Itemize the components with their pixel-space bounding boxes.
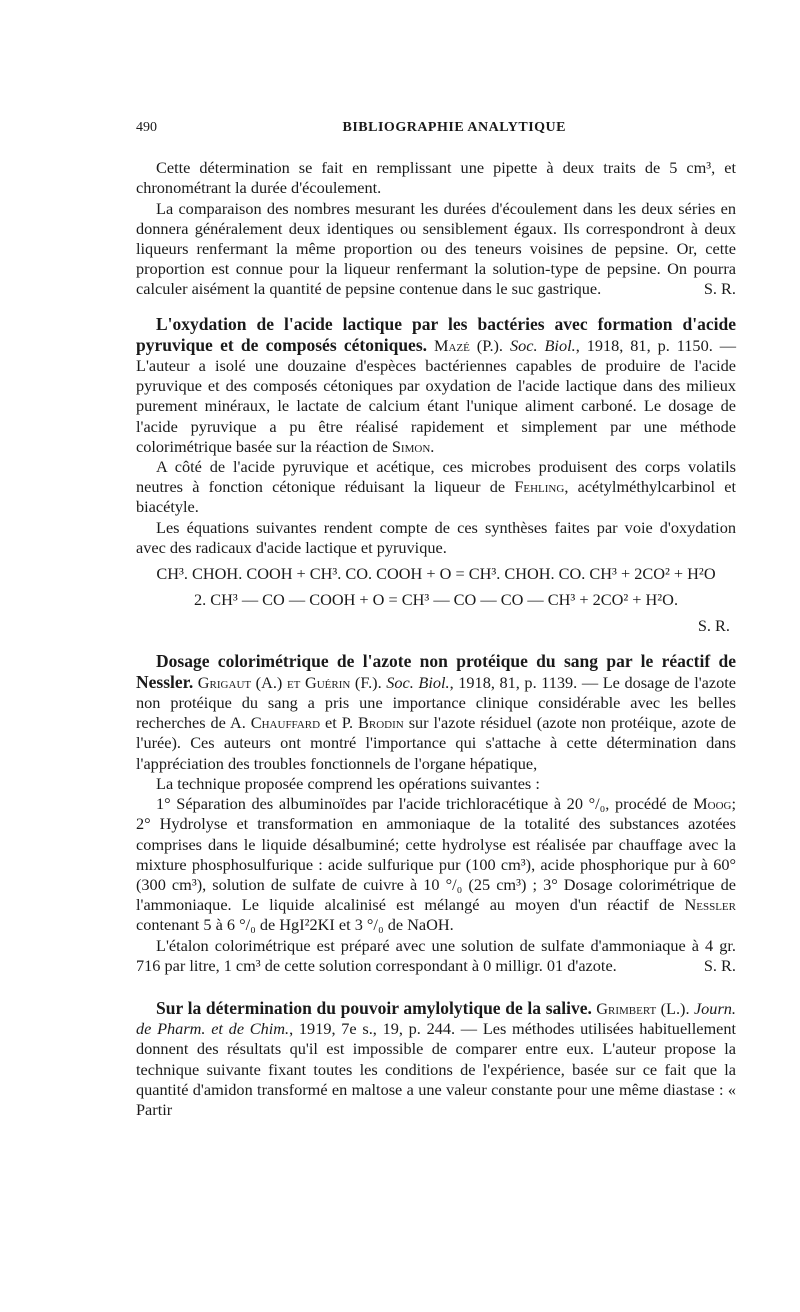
article-oxydation-ref: , 1918, 81, p. 1150. — (575, 335, 736, 355)
article-oxydation-p2a: A côté de l'acide pyruvique et acétique, ces microbes produisent des corps volatils neutres à fonction cétonique réduisant la liqueur de (136, 457, 736, 497)
article-dosage-signature: S. R. (703, 955, 736, 975)
article-dosage-chauffard: Chauffard (250, 713, 321, 733)
formula-1: CH³. CHOH. COOH + CH³. CO. COOH + O = CH³. CHOH. CO. CH³ + 2CO² + H²O (156, 564, 716, 584)
article-dosage-lead (136, 651, 736, 774)
article-salive-lead (136, 998, 736, 1120)
intro-signature: S. R. (703, 279, 736, 299)
document-page (136, 118, 736, 1120)
article-dosage-brodin: Brodin (358, 713, 404, 733)
article-dosage-p4: L'étalon colorimétrique est préparé avec une solution de sulfate d'ammoniaque à 4 gr. 716 par litre, 1 cm³ de cette solution correspondant à 0 milligr. 01 d'azote. (136, 935, 736, 975)
article-oxydation-paragraph-3: Les équations suivantes rendent compte de ces synthèses faites par voie d'oxydation avec des radicaux d'acide lactique et pyruvique. (136, 517, 736, 557)
article-oxydation-journal: Soc. Biol. (509, 335, 576, 355)
article-dosage-p1b: et P. (325, 713, 354, 733)
article-oxydation-author: Mazé (P.). (433, 335, 504, 355)
article-dosage-ref: , 1918, 81, p. 1139. — (449, 672, 599, 692)
article-oxydation-p1: L'auteur a isolé une douzaine d'espèces bactériennes capables de produire de l'acide pyruvique et des composés cétoniques par oxydation de l'acide lactique dans des milieux purement minéraux, le lactate de calcium étant l'unique aliment carboné. Le dosage de l'acide pyruvique a pu être réalisé rapidement et simplement par une méthode colorimétrique basée sur la réaction de (136, 356, 736, 456)
article-oxydation-title: L'oxydation de l'acide lactique par les bactéries avec formation d'acide pyruvique et de composés cétoniques. (136, 313, 736, 355)
article-salive-p1: Les méthodes utilisées habituellement donnent des résultats qu'il est impossible de comparer entre eux. L'auteur propose la technique suivante fixant toutes les conditions de l'expérience, basée sur ce fait que la quantité d'amidon transformé en maltose a une valeur constante pour une même diastase : « Partir (136, 1019, 736, 1119)
article-dosage-p3a: 1° Séparation des albuminoïdes par l'acide trichloracétique à 20 °/₀, procédé de (156, 794, 688, 814)
article-dosage-p1a: Le dosage de l'azote non protéique du sang a pris une importance clinique considérable avec les belles recherches de A. (136, 672, 737, 733)
article-oxydation-fehling: Fehling, (514, 477, 569, 497)
intro-paragraph-2-text: La comparaison des nombres mesurant les durées d'écoulement dans les deux séries en donnera généralement deux identiques ou sensiblement égaux. Ils correspondront à deux liqueurs renfermant la même proportion ou des teneurs voisines de pepsine. Or, cette proportion est connue pour la liqueur renfermant la solution-type de pepsine. On pourra calculer aisément la quantité de pepsine contenue dans le suc gastrique. (136, 198, 736, 299)
article-oxydation-lead (136, 314, 736, 457)
article-oxydation-p2b: acétylméthylcarbinol et biacétyle. (136, 477, 736, 517)
article-dosage-journal: Soc. Biol. (386, 672, 450, 692)
formula-2: 2. CH³ — CO — COOH + O = CH³ — CO — CO — CH³ + 2CO² + H²O. (193, 590, 679, 610)
article-salive-author: Grimbert (L.). (596, 998, 690, 1018)
article-dosage (136, 651, 736, 976)
article-dosage-paragraph-3 (136, 794, 736, 935)
article-salive-title: Sur la détermination du pouvoir amylolytique de la salive. (156, 997, 592, 1018)
article-salive (136, 998, 736, 1120)
article-dosage-moog: Moog; (693, 794, 737, 814)
page-number: 490 (136, 120, 157, 135)
article-dosage-nessler: Nessler (684, 895, 736, 915)
article-oxydation-signature: S. R. (697, 616, 730, 636)
article-salive-ref: , 1919, 7e s., 19, p. 244. — (289, 1019, 478, 1039)
article-oxydation-paragraph-2 (136, 457, 736, 518)
intro-paragraph-1: Cette détermination se fait en remplissant une pipette à deux traits de 5 cm³, et chronométrant la durée d'écoulement. (136, 158, 736, 198)
intro-section (136, 158, 736, 299)
running-title: BIBLIOGRAPHIE ANALYTIQUE (342, 120, 566, 135)
article-dosage-paragraph-2: La technique proposée comprend les opérations suivantes : (156, 773, 540, 793)
article-oxydation (136, 314, 736, 637)
article-dosage-p1c: sur l'azote résiduel (azote non protéique, azote de l'urée). Ces auteurs ont montré l'importance qui s'attache à cette détermination dans l'appréciation des troubles fonctionnels de l'organe hépatique, (136, 713, 737, 773)
article-oxydation-simon: Simon. (391, 436, 435, 456)
intro-paragraph-2 (136, 199, 736, 300)
article-dosage-authors: Grigaut (A.) et Guérin (F.). (197, 672, 382, 692)
article-dosage-p3c: contenant 5 à 6 °/₀ de HgI²2KI et 3 °/₀ de NaOH. (136, 915, 454, 935)
article-dosage-paragraph-4 (136, 936, 736, 976)
article-dosage-p3b: 2° Hydrolyse et transformation en ammoniaque de la totalité des substances azotées comprises dans le liquide désalbuminé; cette hydrolyse est réalisée par chauffage avec la mixture phosphosulfurique : acide sulfurique pur (100 cm³), acide phosphorique pur à 60° (300 cm³), solution de sulfate de cuivre à 10 °/₀ (25 cm³) ; 3° Dosage colorimétrique de l'ammoniaque. Le liquide alcalinisé est mélangé au moyen d'un réactif de (136, 814, 736, 915)
article-dosage-title: Dosage colorimétrique de l'azote non protéique du sang par le réactif de Nessler. (136, 650, 736, 692)
page-header (136, 118, 736, 138)
article-salive-journal: Journ. de Pharm. et de Chim. (136, 998, 736, 1039)
